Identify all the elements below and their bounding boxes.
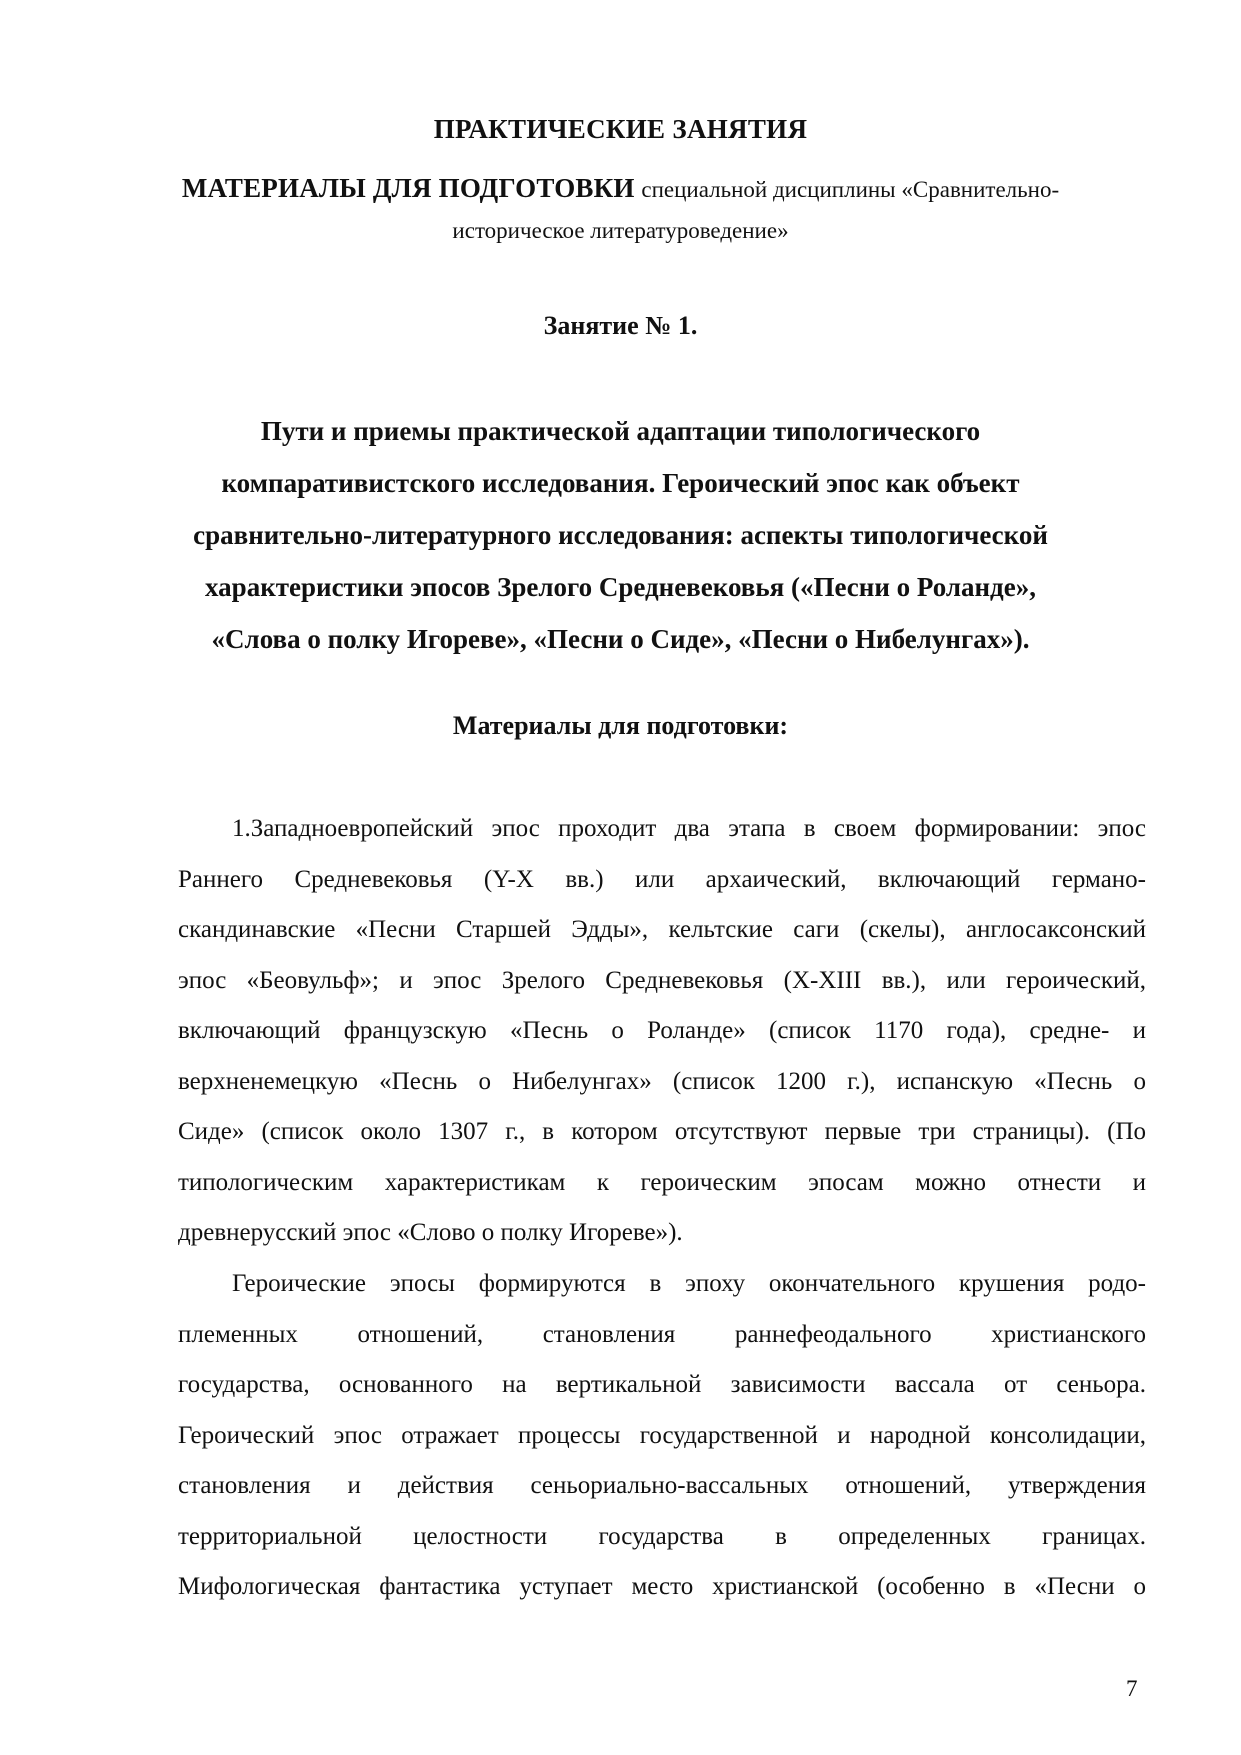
- lesson-topic: [0, 405, 1241, 665]
- body-paragraph: [178, 1259, 1146, 1613]
- lesson-number: Занятие № 1.: [543, 311, 698, 340]
- paragraph-line: племенных отношений, становления раннефеодального христианского: [178, 1320, 1146, 1348]
- topic-line: компаративистского исследования. Героический эпос как объект: [221, 468, 1020, 498]
- paragraph-line: включающий французскую «Песнь о Роланде» (список 1170 года), средне- и: [178, 1017, 1146, 1044]
- subtitle-rest: специальной дисциплины «Сравнительно-: [641, 177, 1060, 202]
- paragraph-line: Героический эпос отражает процессы государственной и народной консолидации,: [178, 1421, 1146, 1449]
- paragraph-line: Раннего Средневековья (Y-X вв.) или архаический, включающий германо-: [178, 865, 1146, 893]
- subtitle-continuation: историческое литературоведение»: [452, 218, 789, 243]
- paragraph-line: Сиде» (список около 1307 г., в котором отсутствуют первые три страницы). (По: [178, 1118, 1146, 1145]
- subtitle-bold: МАТЕРИАЛЫ ДЛЯ ПОДГОТОВКИ: [181, 173, 635, 203]
- paragraph-line: 1.Западноевропейский эпос проходит два этапа в своем формировании: эпос: [232, 815, 1146, 842]
- subtitle-line: [0, 164, 1241, 214]
- materials-heading: Материалы для подготовки:: [452, 711, 789, 740]
- paragraph-line: государства, основанного на вертикальной зависимости вассала от сеньора.: [178, 1371, 1146, 1398]
- paragraph-line: Героические эпосы формируются в эпоху окончательного крушения родо-: [232, 1270, 1146, 1297]
- topic-line: сравнительно-литературного исследования: аспекты типологической: [193, 520, 1048, 550]
- page-number: 7: [1126, 1676, 1138, 1701]
- body-paragraph: [178, 804, 1146, 1259]
- paragraph-line: типологическим характеристикам к героическим эпосам можно отнести и: [178, 1168, 1146, 1196]
- paragraph-line: Мифологическая фантастика уступает место христианской (особенно в «Песни о: [178, 1573, 1146, 1600]
- topic-line: Пути и приемы практической адаптации типологического: [260, 416, 981, 446]
- paragraph-line: становления и действия сеньориально-вассальных отношений, утверждения: [178, 1472, 1146, 1499]
- paragraph-line: эпос «Беовульф»; и эпос Зрелого Средневековья (X-XIII вв.), или героический,: [178, 966, 1146, 994]
- topic-line: «Слова о полку Игореве», «Песни о Сиде», «Песни о Нибелунгах»).: [211, 624, 1030, 654]
- topic-line: характеристики эпосов Зрелого Средневековья («Песни о Роланде»,: [205, 572, 1036, 602]
- paragraph-line: древнерусский эпос «Слово о полку Игореве»).: [178, 1219, 683, 1246]
- paragraph-line: территориальной целостности государства в определенных границах.: [178, 1522, 1146, 1550]
- page-title: ПРАКТИЧЕСКИЕ ЗАНЯТИЯ: [433, 114, 808, 144]
- paragraph-line: верхненемецкую «Песнь о Нибелунгах» (список 1200 г.), испанскую «Песнь о: [178, 1067, 1146, 1095]
- paragraph-line: скандинавские «Песни Старшей Эдды», кельтские саги (скелы), англосаксонский: [178, 916, 1146, 943]
